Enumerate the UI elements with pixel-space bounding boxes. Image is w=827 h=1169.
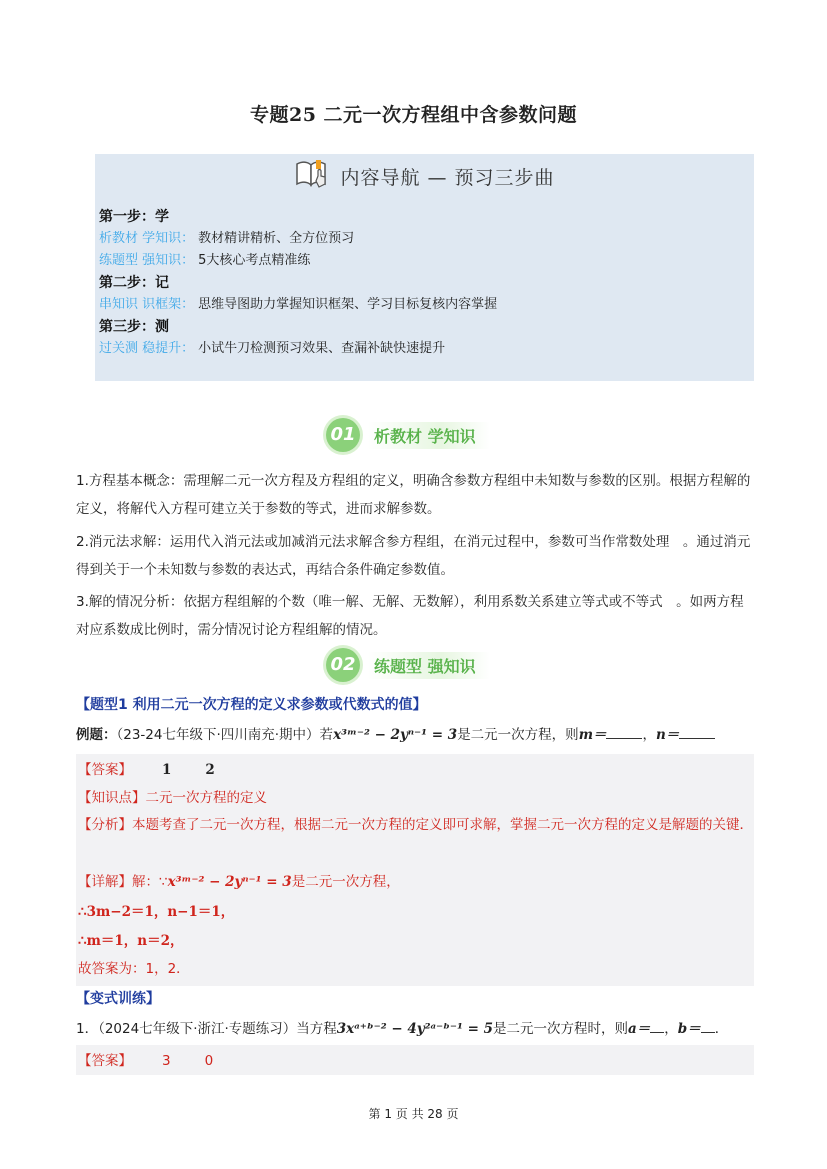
variant-q1-prefix: 1．（2024七年级下·浙江·专题练习）当方程 [76,1021,337,1037]
kp-text: 二元一次方程的定义 [145,790,267,806]
variant-heading: 【变式训练】 [76,991,160,1007]
answer-tag: 【答案】 [78,762,132,778]
variant-answer-line [78,1049,213,1069]
example-equation: x³ᵐ⁻² − 2yⁿ⁻¹ = 3 [333,727,458,743]
blank-n [679,726,715,739]
variant-q1-sep: ， [664,1021,678,1037]
answer-value-1: 1 [162,762,172,778]
nav-header [95,158,754,188]
section-2-title: 练题型 强知识 [368,652,490,679]
blank-m [606,726,642,739]
page-title: 专题25 二元一次方程组中含参数问题 [249,104,578,126]
variant-q1-mid: 是二元一次方程时，则 [493,1021,629,1037]
detail-tail: 是二元一次方程， [291,874,400,890]
nav-line-1 [99,228,354,250]
answer-line [78,758,215,778]
knowledge-point-2: 2.消元法求解：运用代入消元法或加减消元法求解含参方程组，在消元过程中，参数可当作常数处理 。通过消元得到关于一个未知数与参数的表达式，再结合条件确定参数值。 [76,534,751,578]
analysis-line [78,812,754,839]
page-footer: 第 1 页 共 28 页 [368,1107,459,1121]
nav-line-4-tag: 过关测 稳提升： [99,341,195,356]
nav-line-3-text: 思维导图助力掌握知识框架、学习目标复核内容掌握 [198,297,498,312]
example-source: （23-24七年级下·四川南充·期中）若 [116,727,334,743]
book-icon [294,158,330,195]
detail-step-b: ∴m＝1，n＝2， [78,933,184,949]
answer-value-2: 2 [205,762,215,778]
nav-line-1-tag: 析教材 学知识： [99,231,195,246]
variant-q1-end: ． [714,1021,729,1037]
section-2-number: 02 [326,648,360,682]
example-label: 例题： [76,727,117,743]
nav-line-3 [99,294,497,316]
analysis-text: 本题考查了二元一次方程，根据二元一次方程的定义即可求解，掌握二元一次方程的定义是解题的关键． [132,817,753,833]
blank-b [701,1020,715,1033]
example-mid: 是二元一次方程，则 [457,727,579,743]
example-n: n＝ [655,727,680,743]
kp-tag: 【知识点】 [78,790,146,806]
knowledge-point-3: 3.解的情况分析：依据方程组解的个数（唯一解、无解、无数解），利用系数关系建立等式或不等式 。如两方程对应系数成比例时，需分情况讨论方程组解的情况。 [76,594,744,638]
variant-answer-box [76,1045,754,1075]
nav-header-text: 内容导航 — 预习三步曲 [340,167,555,189]
example-question [76,723,715,743]
variant-answer-value-1: 3 [162,1053,171,1069]
variant-answer-tag: 【答案】 [78,1053,132,1069]
section-1-number: 01 [326,418,360,452]
blank-a [650,1020,664,1033]
nav-line-2 [99,250,310,272]
detail-step-a: ∴3m−2＝1，n−1＝1， [78,904,235,920]
nav-step2: 第二步：记 [99,275,169,291]
content-navigation-box [95,154,754,381]
nav-line-2-tag: 练题型 强知识： [99,253,195,268]
nav-line-2-text: 5大核心考点精准练 [198,253,311,268]
nav-line-1-text: 教材精讲精析、全方位预习 [198,231,355,246]
variant-question-1 [76,1017,728,1037]
analysis-tag: 【分析】 [78,817,132,833]
detail-intro: 解：∵ [132,874,168,890]
detail-line [78,870,400,890]
section-1-title: 析教材 学知识 [368,422,490,449]
variant-q1-a: a＝ [628,1021,651,1037]
nav-line-4-text: 小试牛刀检测预习效果、查漏补缺快速提升 [198,341,446,356]
detail-equation: x³ᵐ⁻² − 2yⁿ⁻¹ = 3 [167,874,292,890]
type1-heading: 【题型1 利用二元一次方程的定义求参数或代数式的值】 [76,697,427,713]
conclusion-line: 故答案为：1，2． [78,961,190,977]
section-2-header [326,648,490,684]
knowledge-point-1: 1.方程基本概念：需理解二元一次方程及方程组的定义，明确含参数方程组中未知数与参数的区别。根据方程解的定义，将解代入方程可建立关于参数的等式，进而求解参数。 [76,473,751,517]
variant-q1-b: b＝ [677,1021,701,1037]
section-1-header [326,418,490,454]
nav-step3: 第三步：测 [99,319,169,335]
nav-line-4 [99,338,445,360]
nav-step1: 第一步：学 [99,209,169,225]
example-m: m＝ [578,727,607,743]
knowledge-point-line [78,786,267,806]
example-sep: ， [642,727,656,743]
variant-answer-value-2: 0 [204,1053,214,1069]
nav-line-3-tag: 串知识 识框架： [99,297,195,312]
detail-tag: 【详解】 [78,874,132,890]
variant-q1-equation: 3xᵃ⁺ᵇ⁻² − 4y²ᵃ⁻ᵇ⁻¹ = 5 [336,1021,494,1037]
answer-box [76,754,754,986]
